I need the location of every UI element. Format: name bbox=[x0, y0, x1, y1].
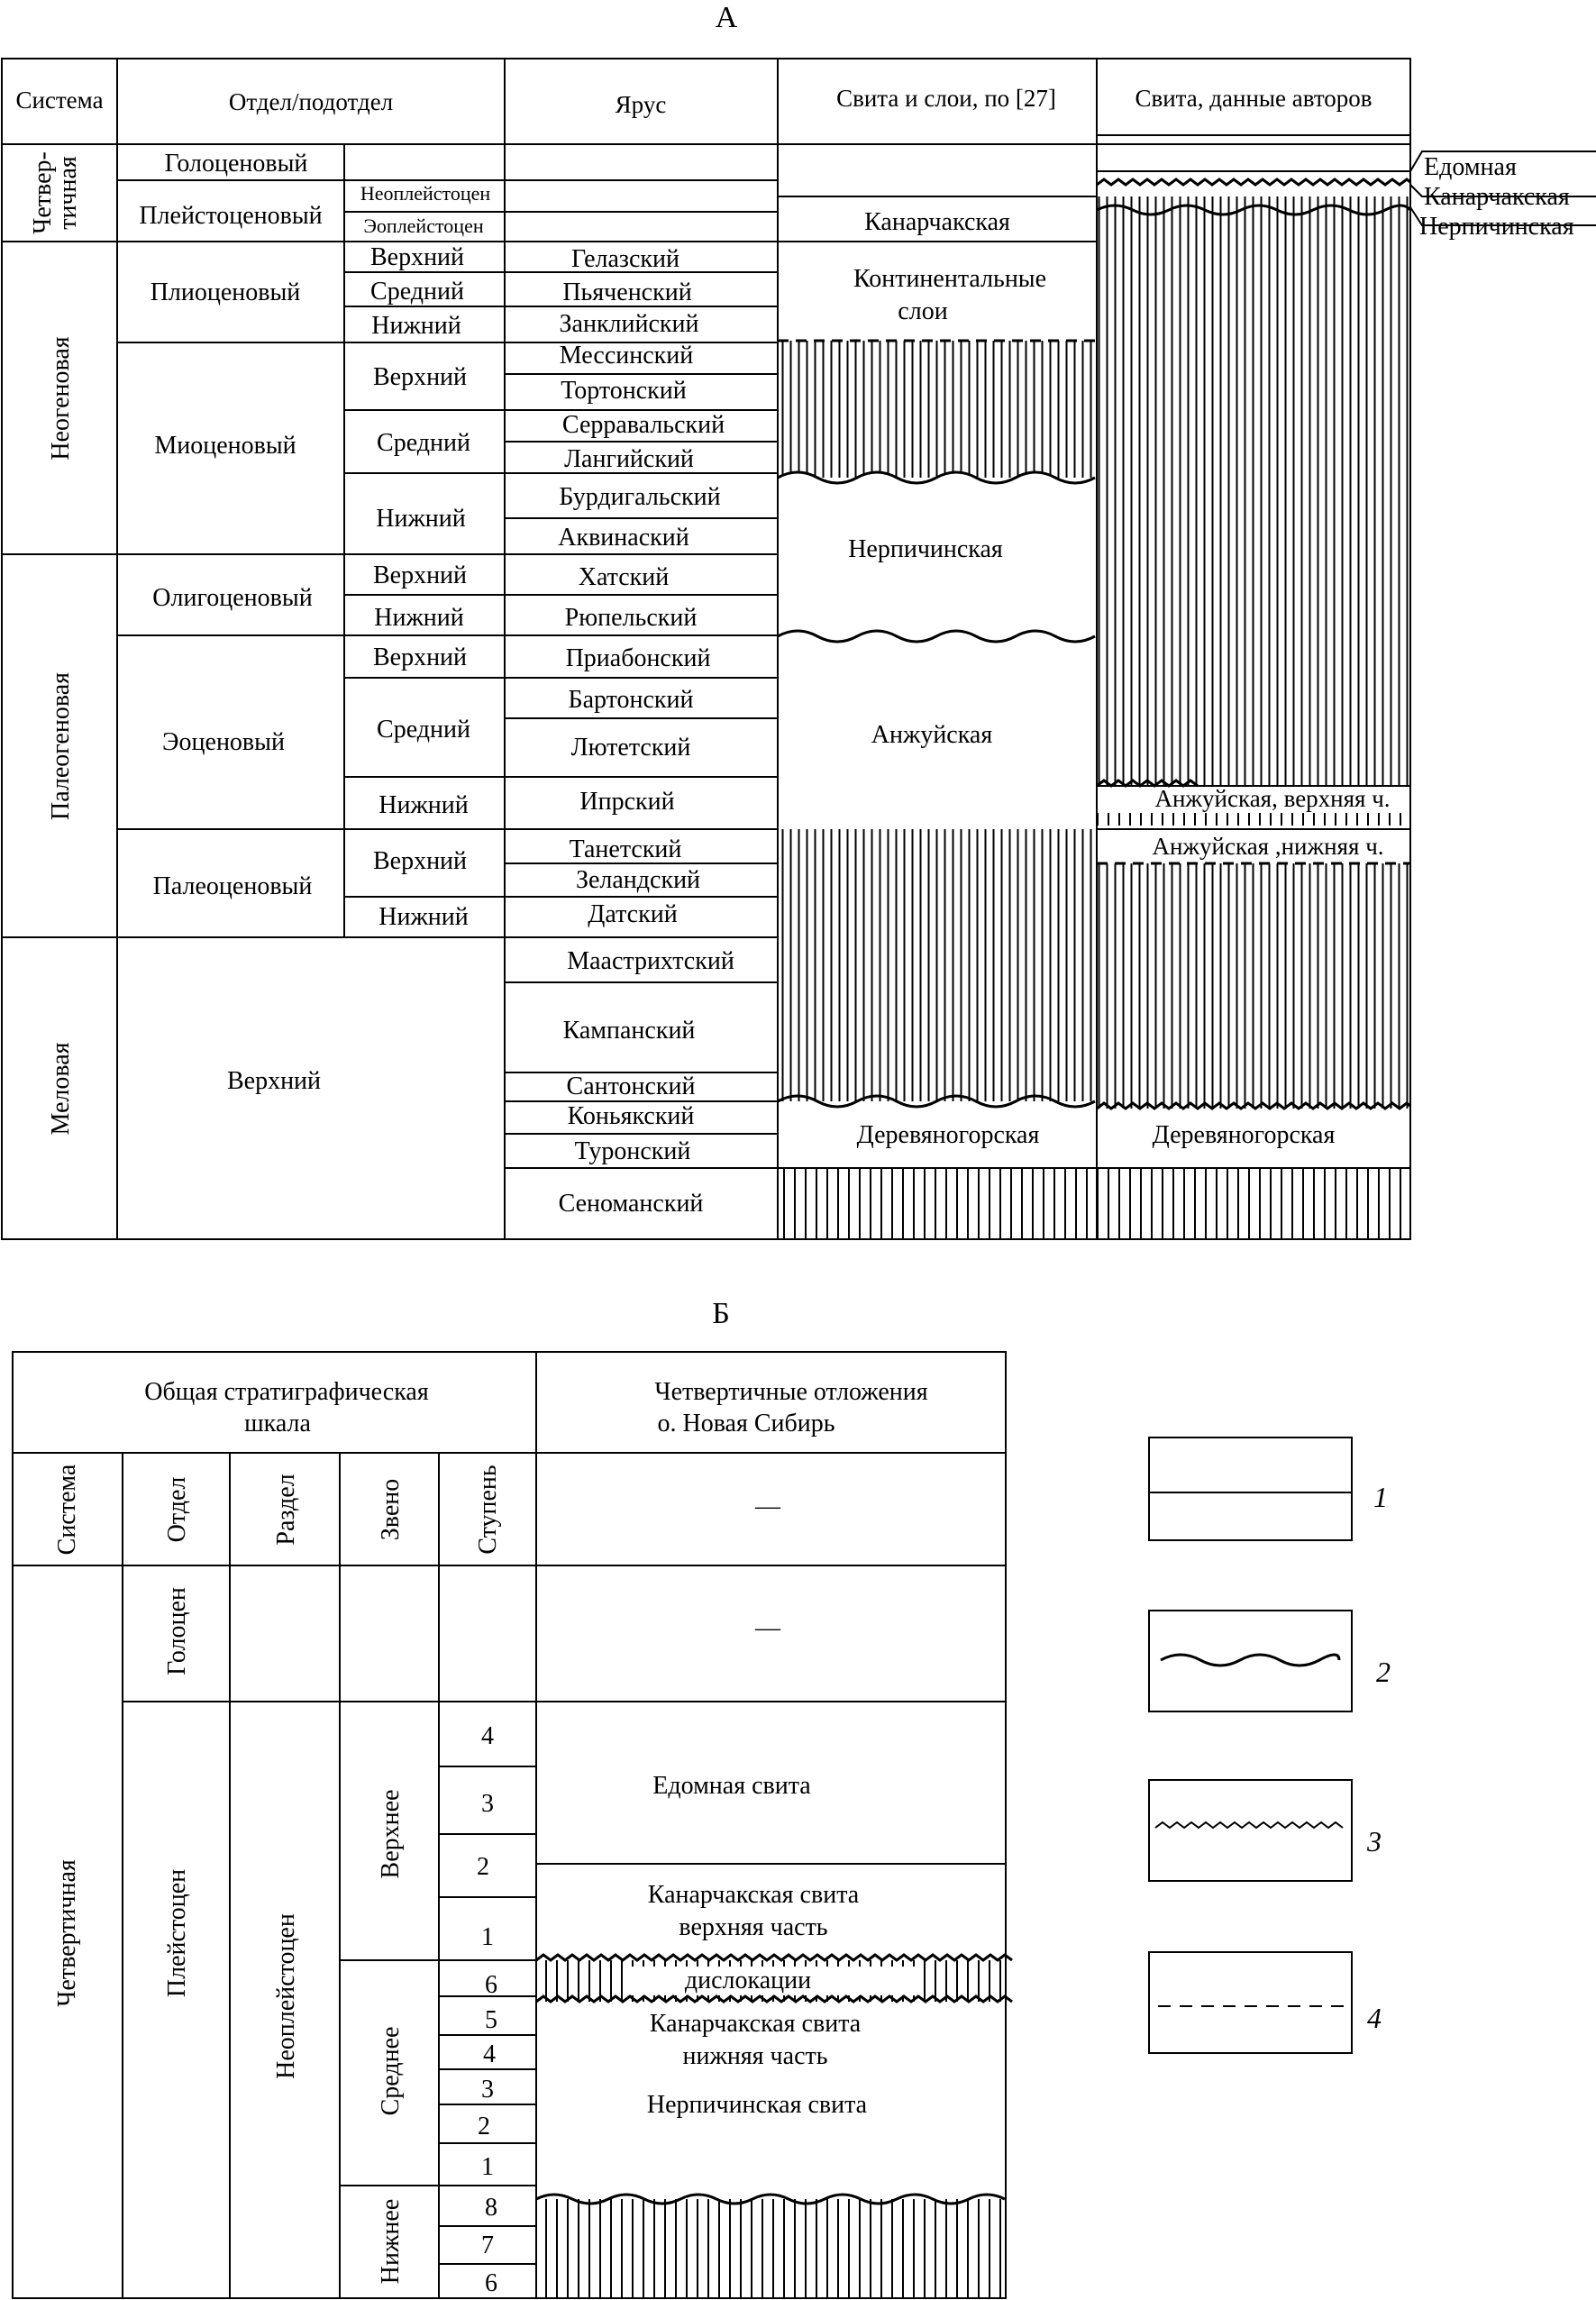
legend-label: 2 bbox=[1376, 1656, 1391, 1688]
panel-b-label: Б bbox=[712, 1297, 730, 1330]
b-step: 7 bbox=[481, 2232, 494, 2259]
stage-label: Приабонский bbox=[565, 644, 711, 672]
panel-a-label: А bbox=[715, 1, 738, 34]
b-step: 3 bbox=[481, 2076, 494, 2104]
panel-a-systems bbox=[29, 151, 82, 1135]
b-step: 4 bbox=[481, 1722, 494, 1750]
b-kanarchak-upper-2: верхняя часть bbox=[679, 1913, 828, 1941]
division-miocene-lower: Нижний bbox=[376, 505, 466, 533]
stage-label: Бартонский bbox=[568, 686, 694, 714]
panel-a-headers bbox=[15, 85, 1372, 118]
formation-derevyannogor-ref: Деревяногорская bbox=[856, 1121, 1040, 1149]
b-upper: Верхнее bbox=[377, 1789, 405, 1879]
division-paleocene-lower: Нижний bbox=[378, 903, 469, 931]
header-stage: Ярус bbox=[615, 91, 667, 118]
panel-b-grid bbox=[13, 1352, 1006, 2298]
stage-label: Пьяченский bbox=[562, 278, 692, 306]
formation-nerpichin: Нерпичинская bbox=[848, 535, 1003, 563]
b-col-step: Ступень bbox=[474, 1465, 502, 1555]
header-formation-ref: Свита и слои, по [27] bbox=[836, 85, 1056, 112]
legend-item-2 bbox=[1149, 1611, 1391, 1711]
stage-label: Коньякский bbox=[567, 1102, 695, 1130]
header-formation-authors: Свита, данные авторов bbox=[1135, 85, 1373, 112]
formation-anzhu-lower: Анжуйская ,нижняя ч. bbox=[1152, 833, 1384, 860]
stage-label: Серравальский bbox=[561, 411, 725, 439]
formation-anzhu: Анжуйская bbox=[871, 721, 993, 749]
stage-label: Лангийский bbox=[564, 445, 694, 473]
b-header-right-1: Четвертичные отложения bbox=[654, 1378, 928, 1406]
system-paleogene: Палеогеновая bbox=[47, 672, 75, 820]
b-kanarchak-lower-1: Канарчакская свита bbox=[649, 2010, 862, 2038]
legend-item-1 bbox=[1149, 1438, 1388, 1540]
stage-label: Датский bbox=[588, 900, 678, 928]
b-step: 1 bbox=[481, 2153, 494, 2181]
b-dislocations: дислокации bbox=[684, 1967, 812, 1994]
legend-label: 4 bbox=[1367, 2002, 1382, 2034]
division-holocene: Голоценовый bbox=[164, 150, 308, 178]
b-header-left-2: шкала bbox=[244, 1410, 311, 1438]
panel-a-side-labels bbox=[1419, 153, 1574, 241]
formation-derevyannogor-authors: Деревяногорская bbox=[1152, 1121, 1336, 1149]
b-step: 1 bbox=[481, 1923, 494, 1951]
b-kanarchak-upper-1: Канарчакская свита bbox=[647, 1881, 860, 1909]
b-step: 3 bbox=[481, 1790, 494, 1818]
side-label-edomnaya: Едомная bbox=[1424, 153, 1517, 181]
legend-label: 3 bbox=[1367, 1825, 1382, 1857]
stage-label: Гелазский bbox=[571, 245, 679, 273]
stage-label: Занклийский bbox=[559, 310, 699, 338]
b-header-left-1: Общая стратиграфическая bbox=[144, 1378, 429, 1406]
system-quaternary-2: тичная bbox=[54, 156, 82, 230]
division-eocene-upper: Верхний bbox=[372, 643, 468, 671]
stage-label: Кампанский bbox=[562, 1017, 696, 1045]
legend-item-3 bbox=[1149, 1780, 1382, 1881]
legend-item-4 bbox=[1149, 1952, 1382, 2053]
legend-label: 1 bbox=[1373, 1481, 1388, 1513]
formation-continental-1: Континентальные bbox=[853, 265, 1047, 293]
stage-label: Рюпельский bbox=[564, 604, 698, 632]
division-miocene-middle: Средний bbox=[377, 429, 470, 457]
division-pliocene-middle: Средний bbox=[370, 278, 464, 306]
division-oligocene-upper: Верхний bbox=[372, 561, 468, 589]
b-step: 5 bbox=[485, 2006, 497, 2034]
division-eopleistocene: Эоплейстоцен bbox=[363, 214, 484, 237]
stage-label: Бурдигальский bbox=[559, 483, 721, 511]
b-col-section: Раздел bbox=[272, 1474, 300, 1546]
b-system: Четвертичная bbox=[53, 1859, 81, 2007]
division-pliocene-upper: Верхний bbox=[369, 243, 465, 271]
b-dash-1: — bbox=[755, 1492, 780, 1520]
system-neogene: Неогеновая bbox=[47, 336, 75, 461]
division-pliocene-lower: Нижний bbox=[371, 312, 461, 340]
stage-label: Сеноманский bbox=[558, 1190, 704, 1218]
side-label-nerpichin: Нерпичинская bbox=[1419, 213, 1574, 241]
division-miocene-upper: Верхний bbox=[372, 363, 468, 391]
stage-label: Туронский bbox=[574, 1137, 691, 1165]
division-eocene-lower: Нижний bbox=[378, 791, 469, 819]
header-system: Система bbox=[15, 87, 104, 114]
division-paleocene: Палеоценовый bbox=[152, 872, 313, 900]
stage-label: Танетский bbox=[569, 835, 682, 863]
b-middle: Среднее bbox=[377, 2026, 405, 2116]
b-nerpichin: Нерпичинская свита bbox=[646, 2091, 868, 2119]
stage-label: Аквинаский bbox=[558, 524, 689, 552]
b-col-system: Система bbox=[53, 1464, 81, 1556]
b-header-right-2: о. Новая Сибирь bbox=[657, 1410, 835, 1438]
division-oligocene-lower: Нижний bbox=[374, 604, 464, 632]
b-step: 4 bbox=[483, 2040, 496, 2068]
division-eocene-middle: Средний bbox=[377, 716, 470, 744]
stage-label: Сантонский bbox=[566, 1072, 696, 1100]
header-division: Отдел/подотдел bbox=[228, 88, 394, 115]
formation-kanarchak: Канарчакская bbox=[864, 208, 1010, 236]
stage-label: Ипрский bbox=[579, 788, 675, 816]
division-paleocene-upper: Верхний bbox=[372, 847, 468, 875]
division-pleistocene: Плейстоценовый bbox=[139, 202, 323, 230]
b-step: 6 bbox=[485, 1971, 497, 1999]
panel-b-text bbox=[53, 1378, 928, 2297]
division-oligocene: Олигоценовый bbox=[152, 584, 313, 612]
system-cretaceous: Меловая bbox=[47, 1042, 75, 1136]
stage-label: Маастрихтский bbox=[567, 947, 734, 975]
b-col-series: Отдел bbox=[163, 1476, 191, 1543]
b-dash-2: — bbox=[755, 1614, 780, 1642]
formation-continental-2: слои bbox=[898, 297, 948, 325]
b-kanarchak-lower-2: нижняя часть bbox=[682, 2042, 828, 2070]
b-neopleistocene: Неоплейстоцен bbox=[272, 1913, 300, 2079]
b-lower: Нижнее bbox=[377, 2198, 405, 2285]
b-step: 8 bbox=[485, 2194, 497, 2222]
stage-label: Лютетский bbox=[570, 734, 691, 762]
division-eocene: Эоценовый bbox=[162, 728, 285, 756]
division-pliocene: Плиоценовый bbox=[150, 278, 301, 306]
stage-label: Зеландский bbox=[575, 866, 701, 894]
system-quaternary-1: Четвер- bbox=[29, 151, 57, 234]
b-col-link: Звено bbox=[377, 1478, 405, 1541]
b-edomnaya: Едомная свита bbox=[652, 1772, 811, 1800]
legend bbox=[1149, 1438, 1391, 2053]
side-label-kanarchak: Канарчакская bbox=[1424, 183, 1570, 211]
b-pleistocene: Плейстоцен bbox=[163, 1868, 191, 1998]
b-holocene: Голоцен bbox=[163, 1587, 191, 1675]
panel-a-hatch-fills bbox=[778, 196, 1410, 1238]
b-step: 6 bbox=[485, 2269, 497, 2297]
division-neopleistocene: Неоплейстоцен bbox=[360, 182, 491, 205]
b-step: 2 bbox=[477, 1853, 489, 1881]
division-miocene: Миоценовый bbox=[154, 432, 296, 460]
panel-a-divisions bbox=[139, 150, 490, 1095]
b-step: 2 bbox=[478, 2113, 490, 2140]
stage-label: Мессинский bbox=[559, 342, 694, 370]
division-cretaceous-upper: Верхний bbox=[226, 1067, 322, 1095]
stage-label: Тортонский bbox=[561, 377, 687, 405]
formation-anzhu-upper: Анжуйская, верхняя ч. bbox=[1154, 785, 1391, 812]
stage-label: Хатский bbox=[578, 563, 670, 591]
